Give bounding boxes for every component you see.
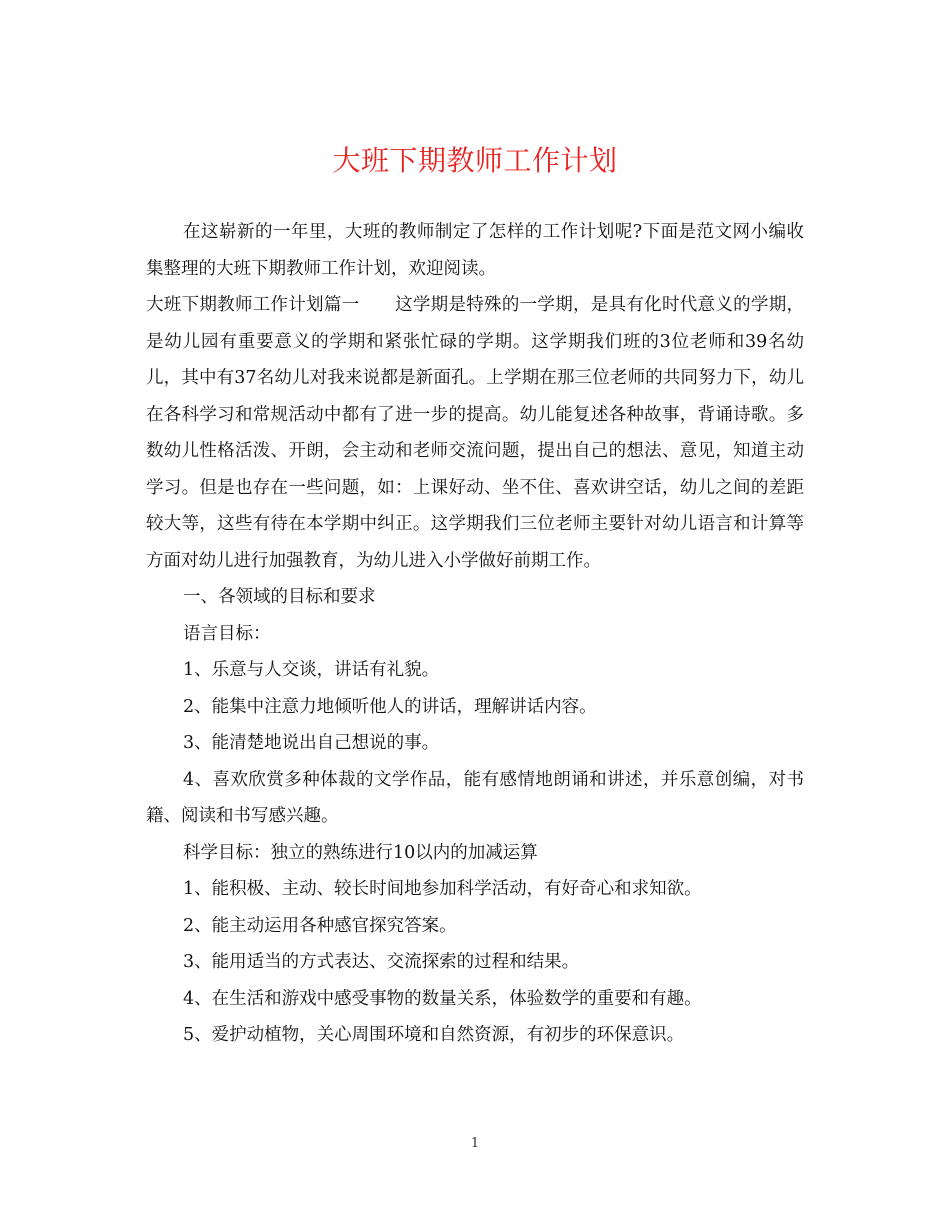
subheading-science-goals: 科学目标：独立的熟练进行10以内的加减运算 xyxy=(183,842,538,863)
list-item: 4、在生活和游戏中感受事物的数量关系，体验数学的重要和有趣。 xyxy=(183,988,702,1009)
paragraph-plan-one: 大班下期教师工作计划篇一 这学期是特殊的一学期，是具有化时代意义的学期，是幼儿园有重要意义的学期和紧张忙碌的学期。这学期我们班的3位老师和39名幼儿，其中有37名幼儿对我来说都是新面孔。上学期在那三位老师的共同努力下，幼儿在各科学习和常规活动中都有了进一步的提高。幼儿能复述各种故事，背诵诗歌。多数幼儿性格活泼、开朗，会主动和老师交流问题，提出自己的想法、意见，知道主动学习。但是也存在一些问题，如：上课好动、坐不住、喜欢讲空话，幼儿之间的差距较大等，这些有待在本学期中纠正。这学期我们三位老师主要针对幼儿语言和计算等方面对幼儿进行加强教育，为幼儿进入小学做好前期工作。 xyxy=(146,295,804,571)
section-heading-goals: 一、各领域的目标和要求 xyxy=(183,587,376,607)
page-number: 1 xyxy=(470,1136,480,1151)
list-item: 5、爱护动植物，关心周围环境和自然资源，有初步的环保意识。 xyxy=(183,1025,685,1045)
list-item: 3、能清楚地说出自己想说的事。 xyxy=(183,733,440,753)
list-item: 2、能集中注意力地倾听他人的讲话，理解讲话内容。 xyxy=(183,696,597,717)
subheading-language-goals: 语言目标： xyxy=(183,623,271,644)
list-item: 3、能用适当的方式表达、交流探索的过程和结果。 xyxy=(183,952,580,972)
list-item: 1、乐意与人交谈，讲话有礼貌。 xyxy=(183,660,440,680)
list-item: 1、能积极、主动、较长时间地参加科学活动，有好奇心和求知欲。 xyxy=(183,879,702,899)
list-item: 4、喜欢欣赏多种体裁的文学作品，能有感情地朗诵和讲述，并乐意创编，对书籍、阅读和书写感兴趣。 xyxy=(146,769,804,826)
document-body xyxy=(146,214,804,1054)
list-item: 2、能主动运用各种感官探究答案。 xyxy=(183,915,457,936)
paragraph-intro: 在这崭新的一年里，大班的教师制定了怎样的工作计划呢?下面是范文网小编收集整理的大班下期教师工作计划，欢迎阅读。 xyxy=(146,222,804,279)
document-title: 大班下期教师工作计划 xyxy=(332,144,618,177)
